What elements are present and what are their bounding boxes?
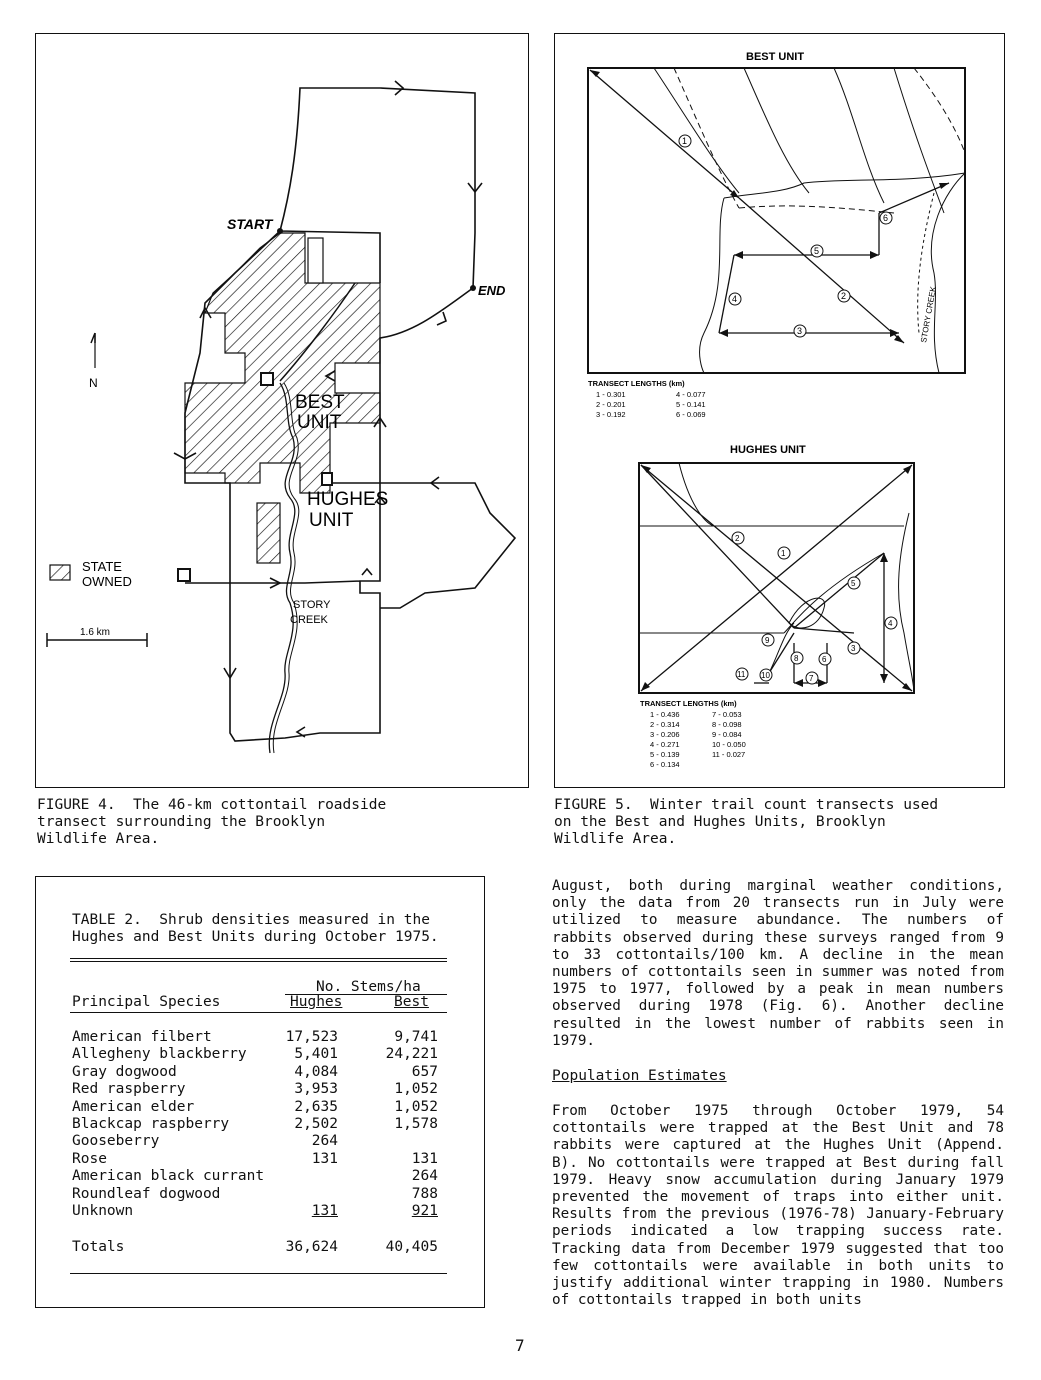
state-owned-area-small [257, 503, 280, 563]
cell-best: 24,221 [385, 1046, 438, 1063]
svg-text:6: 6 [883, 213, 889, 223]
cell-species: Red raspberry [72, 1081, 186, 1098]
cell-hughes: 4,084 [294, 1063, 338, 1080]
figure-4-map [35, 33, 529, 788]
cell-hughes: 5,401 [294, 1046, 338, 1063]
legend-state: STATE [82, 559, 122, 574]
cell-species: Blackcap raspberry [72, 1116, 230, 1132]
svg-text:5: 5 [851, 579, 856, 588]
state-owned-area [185, 233, 380, 493]
table-row [72, 1168, 440, 1186]
cell-best: 264 [411, 1168, 438, 1185]
figure-4-caption: FIGURE 4. The 46-km cottontail roadside transect surrounding the Brooklyn Wildlife Area. [37, 797, 387, 847]
svg-text:10: 10 [761, 671, 770, 680]
table-header-row [72, 994, 440, 1012]
svg-text:2: 2 [841, 291, 847, 301]
hughes-lengths [650, 710, 746, 769]
svg-text:3 - 0.192: 3 - 0.192 [596, 410, 626, 419]
svg-text:4: 4 [732, 294, 738, 304]
cell-hughes: 3,953 [294, 1081, 338, 1098]
best-lengths-title: TRANSECT LENGTHS (km) [588, 379, 685, 388]
svg-text:5 - 0.141: 5 - 0.141 [676, 400, 706, 409]
table-row [72, 1029, 440, 1047]
table-row [72, 1116, 440, 1134]
paragraph-2: From October 1975 through October 1979, 54 cottontails were trapped at the Best Unit and 78 rabbits were captured at the Hughes Unit (Append. B). No cottontails were trapped at Best during fall 1979. Heavy snow accumulation during January 1979 prevented the movement of traps into either unit. Results from the previous (1976-78) January-February periods indicated a low trapping success rate. Tracking data from December 1979 suggested that too few cottontails were available in both units to justify additional winter trapping in 1980. Numbers of cottontails trapped in both units [552, 1103, 1004, 1309]
svg-text:6: 6 [822, 655, 827, 664]
svg-text:1 - 0.436: 1 - 0.436 [650, 710, 680, 719]
svg-text:11: 11 [737, 670, 746, 679]
cell-hughes: 2,502 [294, 1116, 338, 1132]
cell-species: Gray dogwood [72, 1063, 177, 1080]
page-number: 7 [515, 1336, 525, 1355]
label-north: N [89, 376, 98, 390]
section-heading: Population Estimates [552, 1068, 727, 1084]
table-bottom-rule [70, 1273, 447, 1274]
table-row [72, 1151, 440, 1169]
cell-best: 921 [411, 1203, 438, 1219]
label-best-unit: UNIT [297, 412, 342, 433]
hughes-unit-marker [322, 473, 332, 485]
table-row [72, 1081, 440, 1099]
best-creek-label: STORY CREEK [919, 285, 938, 344]
cell-species: Gooseberry [72, 1133, 160, 1150]
best-transect-markers [679, 135, 892, 337]
svg-text:2 - 0.314: 2 - 0.314 [650, 720, 680, 729]
table-top-rule [70, 958, 447, 962]
svg-text:9: 9 [765, 636, 770, 645]
totals-label: Totals [72, 1239, 125, 1255]
cell-best: 1,052 [394, 1081, 438, 1098]
svg-text:11 - 0.027: 11 - 0.027 [712, 750, 746, 759]
legend-owned: OWNED [82, 574, 132, 589]
cell-best: 9,741 [394, 1029, 438, 1045]
totals-best: 40,405 [385, 1239, 438, 1255]
header-best: Best [394, 994, 429, 1010]
hughes-unit-title: HUGHES UNIT [730, 444, 806, 456]
table-row [72, 1099, 440, 1117]
header-hughes: Hughes [290, 994, 343, 1010]
svg-text:4: 4 [888, 619, 893, 628]
paragraph-1: August, both during marginal weather conditions, only the data from 20 transects run in July were utilized to measure abundance. The numbers of rabbits observed during these surveys ranged from 9 to 33 cottontails/100 km. A decline in the mean numbers of cottontails seen in summer was noted from 1975 to 1977, followed by a peak in mean numbers observed during 1978 (Fig. 6). Another decline resulted in the lowest number of rabbits seen in 1979. [552, 878, 1004, 1049]
label-hughes-unit: UNIT [309, 510, 354, 531]
cell-best: 1,578 [394, 1116, 438, 1132]
label-end: END [478, 283, 506, 298]
table-header-rule [70, 1012, 447, 1013]
cell-species: Allegheny blackberry [72, 1046, 247, 1063]
svg-text:8: 8 [794, 654, 799, 663]
label-best: BEST [295, 392, 345, 413]
table-row [72, 1186, 440, 1204]
cell-best: 788 [411, 1185, 438, 1202]
svg-text:8 - 0.098: 8 - 0.098 [712, 720, 742, 729]
cell-hughes: 17,523 [285, 1029, 338, 1045]
svg-text:5 - 0.139: 5 - 0.139 [650, 750, 680, 759]
label-hughes: HUGHES [307, 489, 389, 510]
cell-species: American elder [72, 1098, 195, 1115]
table-totals-row [72, 1239, 440, 1257]
svg-text:7: 7 [809, 674, 814, 683]
label-creek: CREEK [290, 614, 328, 626]
svg-text:6 - 0.069: 6 - 0.069 [676, 410, 706, 419]
svg-text:9 - 0.084: 9 - 0.084 [712, 730, 742, 739]
svg-text:2: 2 [735, 534, 740, 543]
table-row [72, 1203, 440, 1221]
label-scale: 1.6 km [80, 627, 111, 638]
label-start: START [227, 216, 273, 232]
start-point [277, 228, 283, 234]
table-group-header: No. Stems/ha [316, 979, 421, 995]
svg-text:1: 1 [682, 136, 688, 146]
best-unit-marker [261, 373, 273, 385]
figure-5-maps [554, 33, 1005, 788]
cell-hughes: 131 [311, 1150, 338, 1167]
table-row [72, 1046, 440, 1064]
label-creek-story: STORY [293, 599, 331, 611]
svg-text:6 - 0.134: 6 - 0.134 [650, 760, 680, 769]
best-lengths [596, 390, 706, 419]
svg-text:2 - 0.201: 2 - 0.201 [596, 400, 626, 409]
cell-hughes: 131 [311, 1203, 338, 1219]
hughes-transect-markers [732, 532, 897, 684]
totals-hughes: 36,624 [285, 1239, 338, 1255]
table-row [72, 1133, 440, 1151]
svg-text:3: 3 [851, 644, 856, 653]
svg-text:5: 5 [814, 246, 820, 256]
svg-text:1 - 0.301: 1 - 0.301 [596, 390, 626, 399]
cell-hughes: 2,635 [294, 1098, 338, 1115]
table-2-caption: TABLE 2. Shrub densities measured in the Hughes and Best Units during October 1975. [72, 912, 439, 945]
cell-species: Roundleaf dogwood [72, 1185, 221, 1202]
cell-hughes: 264 [311, 1133, 338, 1150]
best-unit-title: BEST UNIT [746, 51, 805, 63]
svg-text:3: 3 [797, 326, 803, 336]
svg-text:3 - 0.206: 3 - 0.206 [650, 730, 680, 739]
cell-species: American filbert [72, 1029, 212, 1045]
cell-species: Rose [72, 1150, 107, 1167]
cell-species: Unknown [72, 1203, 134, 1219]
svg-text:1: 1 [781, 549, 786, 558]
svg-text:7 - 0.053: 7 - 0.053 [712, 710, 742, 719]
header-species: Principal Species [72, 994, 221, 1010]
svg-text:4 - 0.271: 4 - 0.271 [650, 740, 680, 749]
cell-best: 657 [411, 1063, 438, 1080]
hughes-lengths-title: TRANSECT LENGTHS (km) [640, 699, 737, 708]
cell-species: American black currant [72, 1168, 265, 1185]
end-point [470, 285, 476, 291]
cell-best: 131 [411, 1150, 438, 1167]
svg-text:4 - 0.077: 4 - 0.077 [676, 390, 706, 399]
legend-swatch [50, 565, 70, 580]
figure-5-caption: FIGURE 5. Winter trail count transects used on the Best and Hughes Units, Brooklyn Wildlife Area. [554, 797, 939, 847]
cell-best: 1,052 [394, 1098, 438, 1115]
table-row [72, 1064, 440, 1082]
svg-text:10 - 0.050: 10 - 0.050 [712, 740, 746, 749]
